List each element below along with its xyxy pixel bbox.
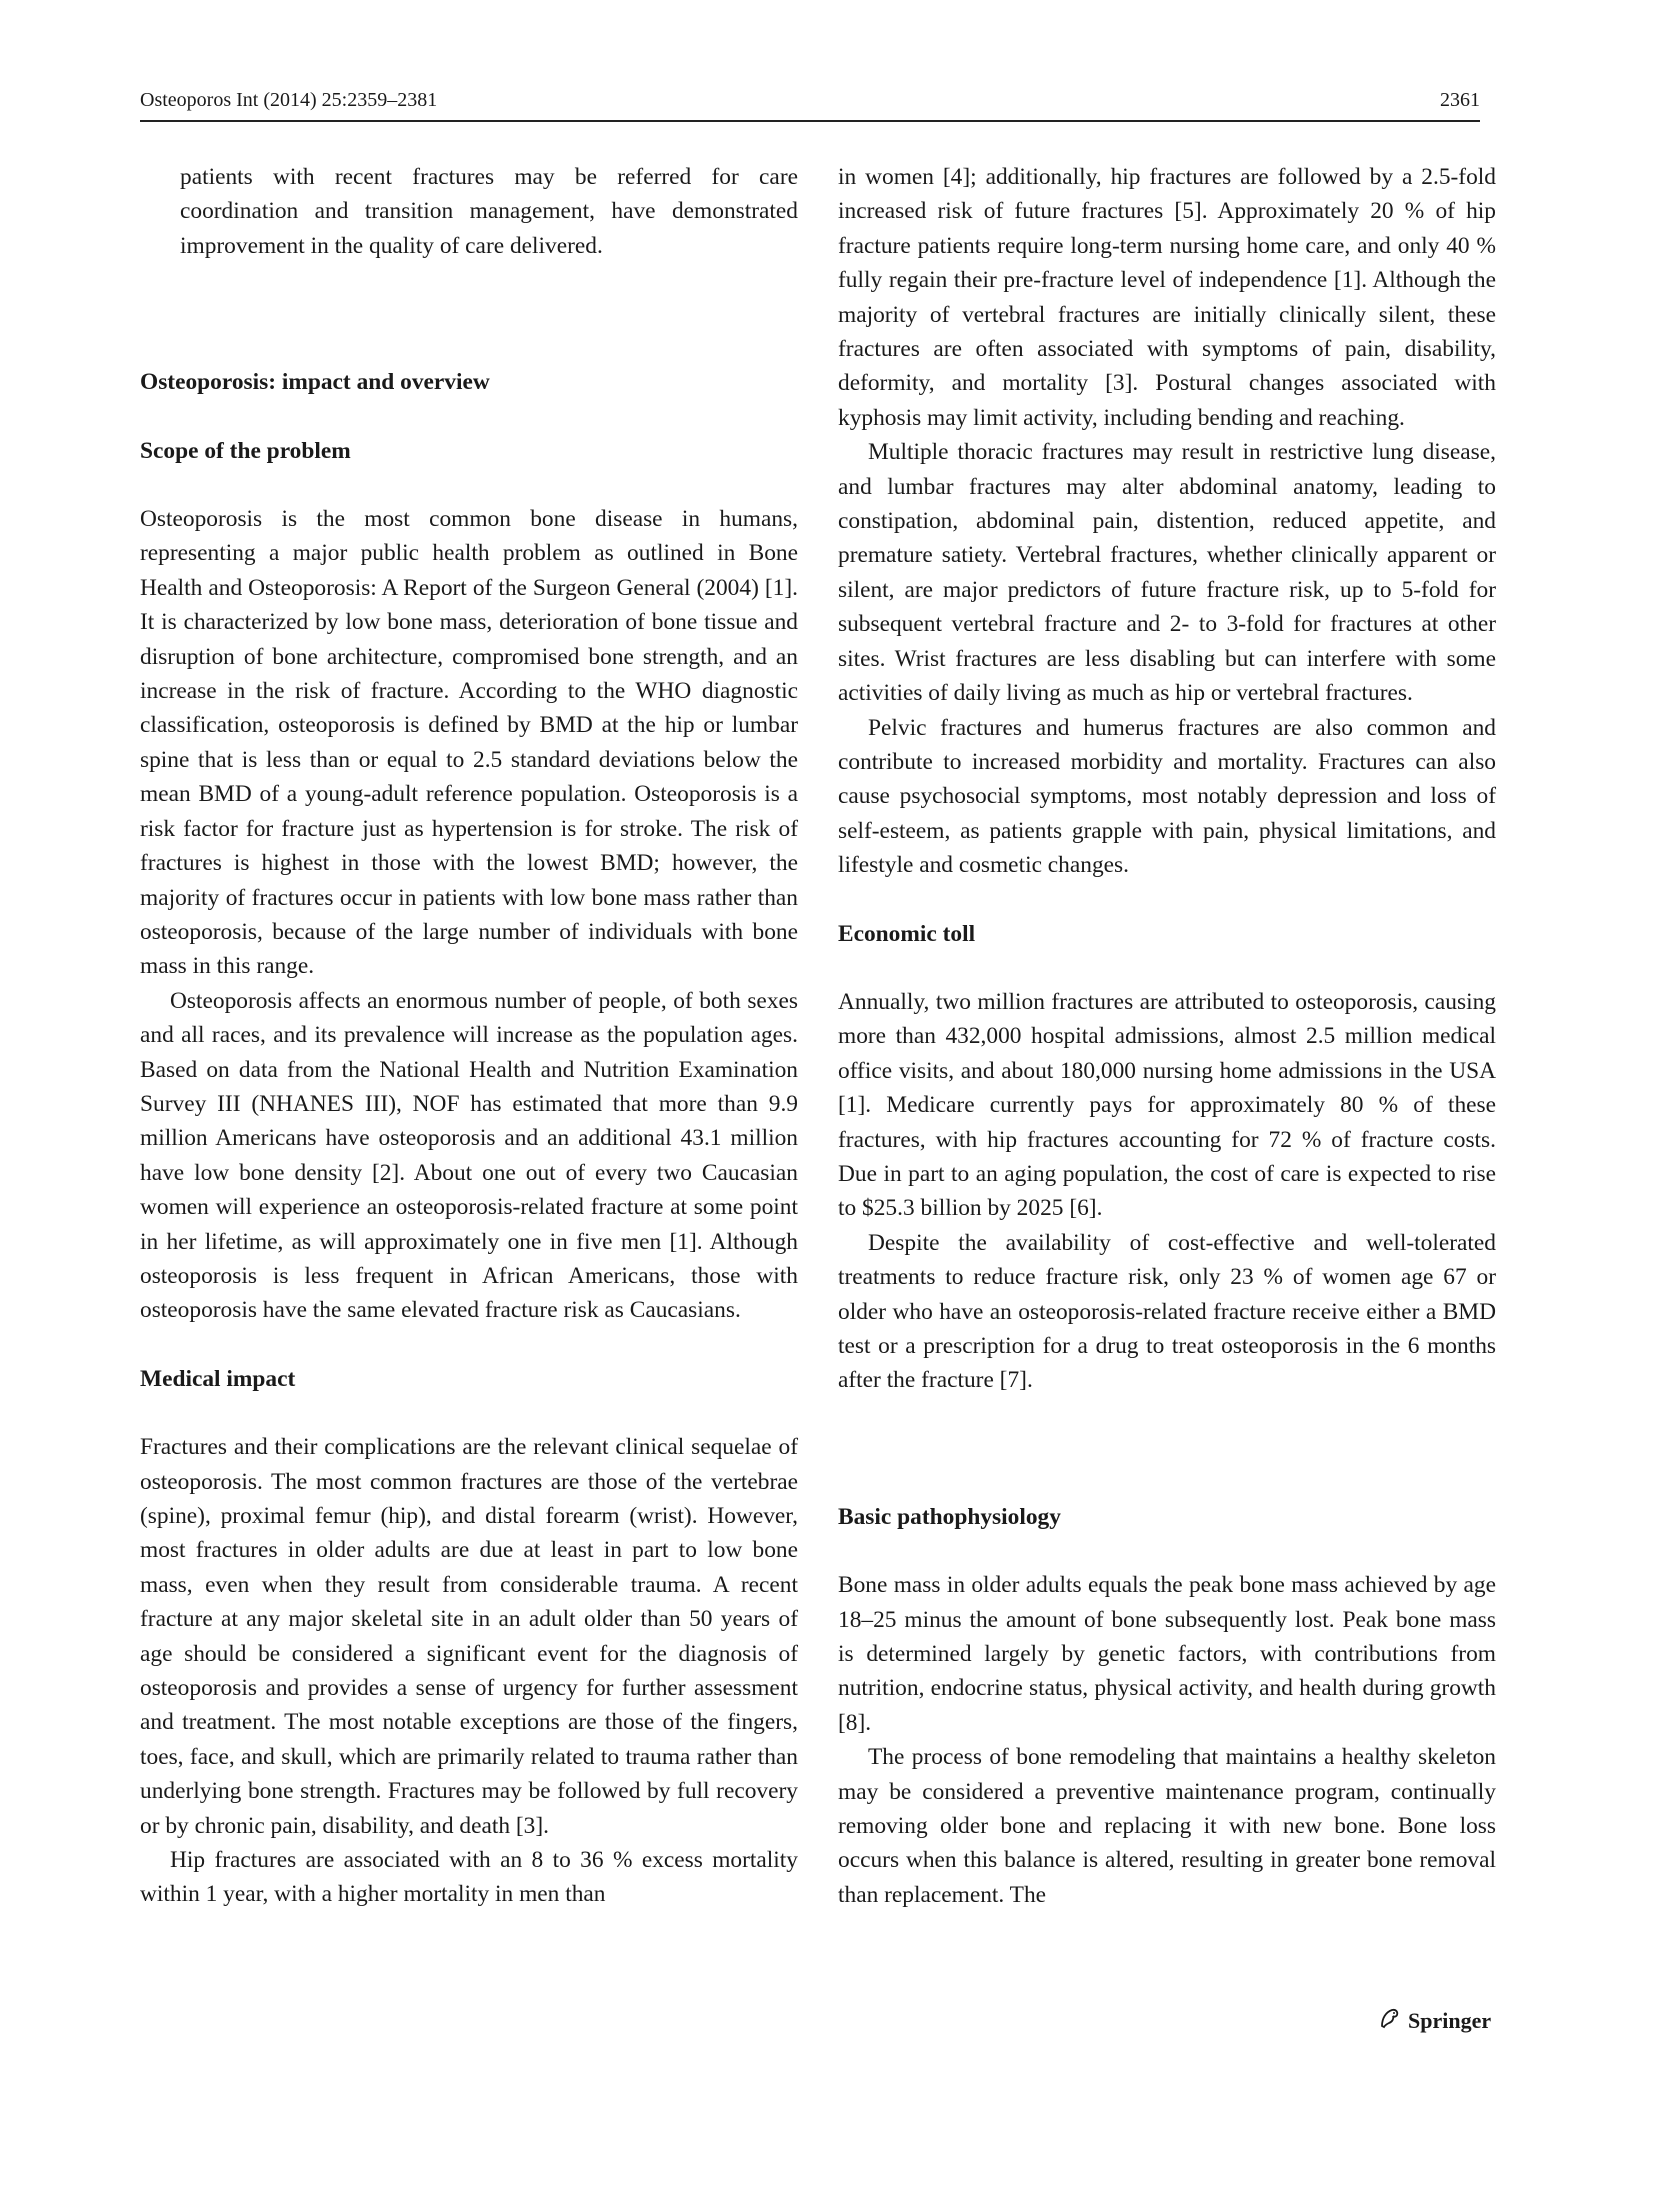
left-column xyxy=(140,160,798,1912)
publisher-name: Springer xyxy=(1408,2008,1492,2033)
journal-citation: Osteoporos Int (2014) 25:2359–2381 xyxy=(140,89,438,111)
section-title-basic-pathophysiology: Basic pathophysiology xyxy=(838,1503,1061,1530)
paragraph: Annually, two million fractures are attributed to osteoporosis, causing more than 432,000 hospital admissions, almost 2.5 million medical office visits, and about 180,000 nursing home admissions in the USA [1]. Medicare currently pays for approximately 80 % of these fractures, with hip fractures accounting for 72 % of fracture costs. Due in part to an aging population, the cost of care is expected to rise to $25.3 billion by 2025 [6]. xyxy=(838,988,1496,1222)
paragraph: The process of bone remodeling that maintains a healthy skeleton may be considered a preventive maintenance program, continually removing older bone and replacing it with new bone. Bone loss occurs when this balance is altered, resulting in greater bone removal than replacement. The xyxy=(838,1744,1496,1908)
paragraph: Pelvic fractures and humerus fractures are also common and contribute to increased morbidity and mortality. Fractures can also cause psychosocial symptoms, most notably depression and loss of self-esteem, as patients grapple with pain, physical limitations, and lifestyle and cosmetic changes. xyxy=(838,714,1496,879)
paragraph: Despite the availability of cost-effective and well-tolerated treatments to reduce fracture risk, only 23 % of women age 67 or older who have an osteoporosis-related fracture receive either a BMD test or a prescription for a drug to treat osteoporosis in the 6 months after the fracture [7]. xyxy=(838,1229,1496,1394)
publisher-logo xyxy=(1378,2006,1491,2036)
page-number: 2361 xyxy=(1440,89,1480,111)
subsection-title-economic-toll: Economic toll xyxy=(838,920,976,947)
subsection-title-scope: Scope of the problem xyxy=(140,437,351,464)
running-header xyxy=(140,88,1480,122)
section-title-osteoporosis-impact: Osteoporosis: impact and overview xyxy=(140,369,490,396)
paragraph: in women [4]; additionally, hip fractures are followed by a 2.5-fold increased risk of future fractures [5]. Approximately 20 % of hip fracture patients require long-term nursing home care, and only 40 % fully regain their pre-fracture level of independence [1]. Although the majority of vertebral fractures are initially clinically silent, these fractures are often associated with symptoms of pain, disability, deformity, and mortality [3]. Postural changes associated with kyphosis may limit activity, including bending and reaching. xyxy=(838,164,1496,431)
subsection-title-medical-impact: Medical impact xyxy=(140,1365,296,1392)
intro-paragraph: patients with recent fractures may be referred for care coordination and transition management, have demonstrated improvement in the quality of care delivered. xyxy=(180,164,798,259)
springer-horse-icon xyxy=(1378,2006,1402,2036)
right-column xyxy=(838,160,1496,1912)
paragraph: Hip fractures are associated with an 8 to 36 % excess mortality within 1 year, with a higher mortality in men than xyxy=(140,1847,798,1908)
paragraph: Bone mass in older adults equals the peak bone mass achieved by age 18–25 minus the amount of bone subsequently lost. Peak bone mass is determined largely by genetic factors, with contributions from nutrition, endocrine status, physical activity, and health during growth [8]. xyxy=(838,1572,1496,1736)
paragraph: Fractures and their complications are the relevant clinical sequelae of osteoporosis. The most common fractures are those of the vertebrae (spine), proximal femur (hip), and distal forearm (wrist). However, most fractures in older adults are due at least in part to low bone mass, even when they result from considerable trauma. A recent fracture at any major skeletal site in an adult older than 50 years of age should be considered a significant event for the diagnosis of osteoporosis and provides a sense of urgency for further assessment and treatment. The most notable exceptions are those of the fingers, toes, face, and skull, which are primarily related to trauma rather than underlying bone strength. Fractures may be followed by full recovery or by chronic pain, disability, and death [3]. xyxy=(140,1434,798,1839)
paragraph: Osteoporosis is the most common bone disease in humans, representing a major public health problem as outlined in Bone Health and Osteoporosis: A Report of the Surgeon General (2004) [1]. It is characterized by low bone mass, deterioration of bone tissue and disruption of bone architecture, compromised bone strength, and an increase in the risk of fracture. According to the WHO diagnostic classification, osteoporosis is defined by BMD at the hip or lumbar spine that is less than or equal to 2.5 standard deviations below the mean BMD of a young-adult reference population. Osteoporosis is a risk factor for fracture just as hypertension is for stroke. The risk of fractures is highest in those with the lowest BMD; however, the majority of fractures occur in patients with low bone mass rather than osteoporosis, because of the large number of individuals with bone mass in this range. xyxy=(140,506,798,980)
paragraph: Osteoporosis affects an enormous number of people, of both sexes and all races, and its prevalence will increase as the population ages. Based on data from the National Health and Nutrition Examination Survey III (NHANES III), NOF has estimated that more than 9.9 million Americans have osteoporosis and an additional 43.1 million have low bone density [2]. About one out of every two Caucasian women will experience an osteoporosis-related fracture at some point in her lifetime, as will approximately one in five men [1]. Although osteoporosis is less frequent in African Americans, those with osteoporosis have the same elevated fracture risk as Caucasians. xyxy=(140,987,798,1324)
paragraph: Multiple thoracic fractures may result in restrictive lung disease, and lumbar fractures may alter abdominal anatomy, leading to constipation, abdominal pain, distention, reduced appetite, and premature satiety. Vertebral fractures, whether clinically apparent or silent, are major predictors of future fracture risk, up to 5-fold for subsequent vertebral fracture and 2- to 3-fold for fractures at other sites. Wrist fractures are less disabling but can interfere with some activities of daily living as much as hip or vertebral fractures. xyxy=(838,439,1496,707)
